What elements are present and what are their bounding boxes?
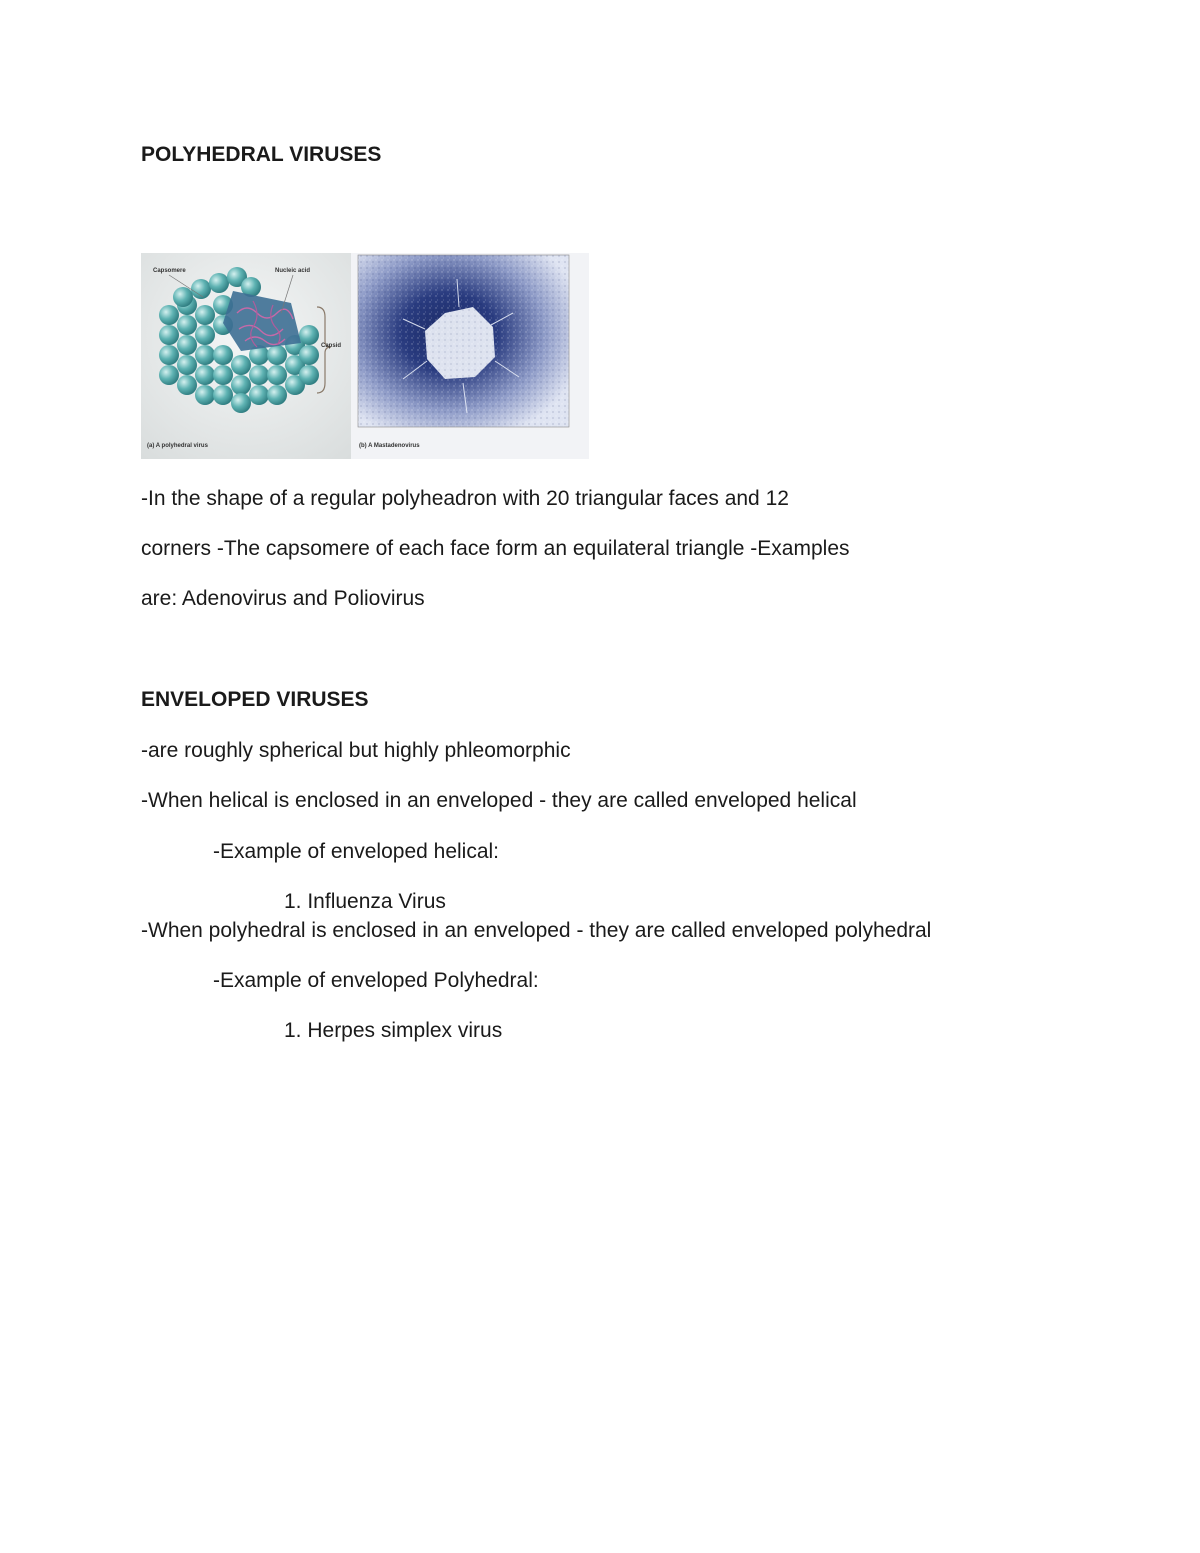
polyhedral-line-2: corners -The capsomere of each face form an equilateral triangle -Examples — [141, 537, 850, 560]
label-capsomere: Capsomere — [153, 268, 186, 274]
mastadenovirus-micrograph — [351, 253, 589, 459]
enveloped-line-3: -When polyhedral is enclosed in an enveloped - they are called enveloped polyhedral — [141, 919, 932, 942]
example-helical-item: 1. Influenza Virus — [284, 890, 446, 913]
polyhedral-virus-figure — [141, 253, 589, 459]
caption-a: (a) A polyhedral virus — [147, 443, 208, 449]
polyhedral-virus-illustration — [141, 253, 351, 459]
label-nucleic-acid: Nucleic acid — [275, 268, 311, 274]
polyhedral-line-3: are: Adenovirus and Poliovirus — [141, 587, 425, 610]
example-polyhedral-item: 1. Herpes simplex virus — [284, 1019, 503, 1042]
example-polyhedral-label: -Example of enveloped Polyhedral: — [213, 969, 539, 992]
example-helical-label: -Example of enveloped helical: — [213, 840, 500, 863]
polyhedral-heading: POLYHEDRAL VIRUSES — [141, 143, 382, 166]
enveloped-heading: ENVELOPED VIRUSES — [141, 688, 369, 711]
label-capsid: Capsid — [321, 343, 342, 349]
caption-b: (b) A Mastadenovirus — [359, 443, 420, 449]
enveloped-line-2: -When helical is enclosed in an enveloped - they are called enveloped helical — [141, 789, 857, 812]
enveloped-line-1: -are roughly spherical but highly phleomorphic — [141, 739, 571, 762]
polyhedral-line-1: -In the shape of a regular polyheadron with 20 triangular faces and 12 — [141, 487, 789, 510]
